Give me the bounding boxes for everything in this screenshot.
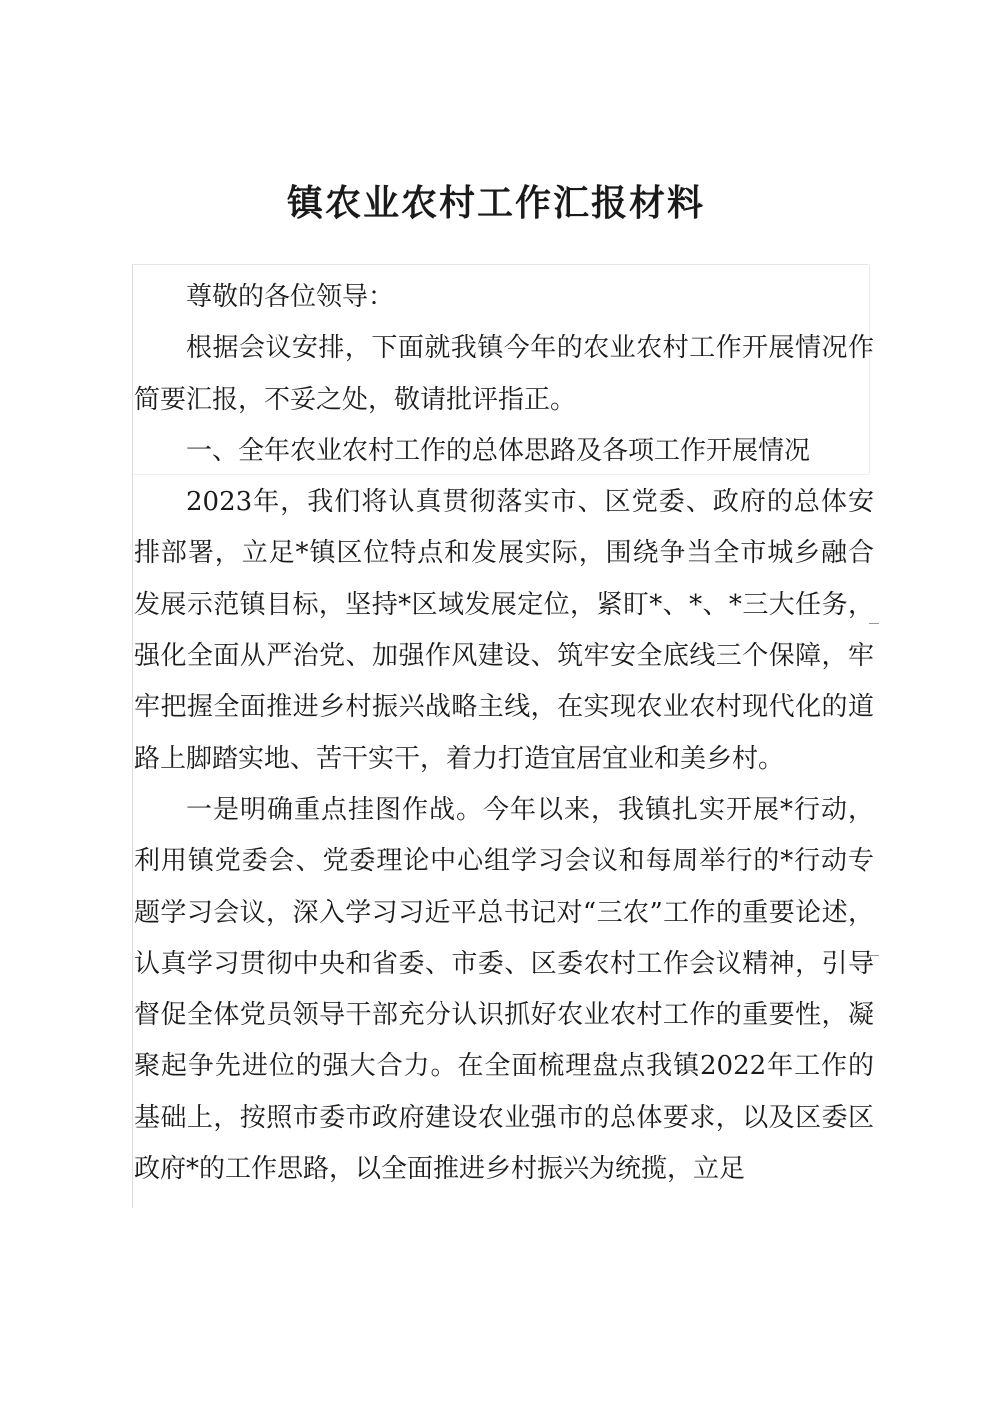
- salutation-paragraph: 尊敬的各位领导：: [186, 282, 395, 312]
- overall-plan-paragraph: 2023年，我们将认真贯彻落实市、区党委、政府的总体安排部署，立足*镇区位特点和发展实际，围绕争当全市城乡融合发展示范镇目标，坚持*区域发展定位，紧盯*、*、*三大任务，强化全面从严治党、加强作风建设、筑牢安全底线三个保障，牢牢把握全面推进乡村振兴战略主线，在实现农业农村现代化的道路上脚踏实地、苦干实干，着力打造宜居宜业和美乡村。: [134, 487, 874, 774]
- key-focus-paragraph: 一是明确重点挂图作战。今年以来，我镇扎实开展*行动，利用镇党委会、党委理论中心组学习会议和每周举行的*行动专题学习会议，深入学习习近平总书记对“三农”工作的重要论述，认真学习贯彻中央和省委、市委、区委农村工作会议精神，引导督促全体党员领导干部充分认识抓好农业农村工作的重要性，凝聚起争先进位的强大合力。在全面梳理盘点我镇2022年工作的基础上，按照市委市政府建设农业强市的总体要求，以及区委区政府*的工作思路，以全面推进乡村振兴为统揽，立足: [134, 794, 874, 1185]
- document-title: 镇农业农村工作汇报材料: [286, 183, 705, 224]
- table-frame-left-border: [132, 264, 133, 1208]
- intro-paragraph: 根据会议安排，下面就我镇今年的农业农村工作开展情况作简要汇报，不妥之处，敬请批评指正。: [134, 333, 874, 415]
- section-heading: 一、全年农业农村工作的总体思路及各项工作开展情况: [186, 435, 811, 466]
- document-body: [134, 272, 874, 1195]
- table-frame-top-border: [133, 264, 868, 265]
